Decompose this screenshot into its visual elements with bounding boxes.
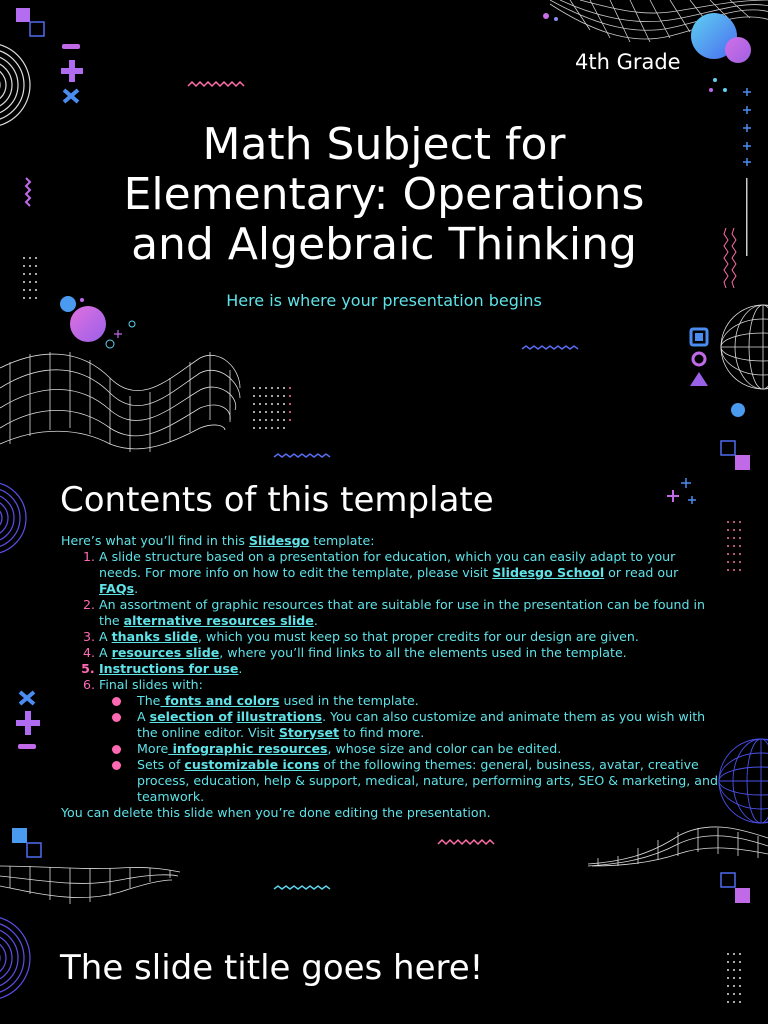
wireframe-wave-icon bbox=[0, 862, 180, 910]
dots-cluster-icon bbox=[705, 76, 735, 96]
customizable-icons-link[interactable]: customizable icons bbox=[184, 757, 320, 772]
illustrations-link[interactable]: illustrations bbox=[236, 709, 323, 724]
gradient-squares-icon bbox=[14, 6, 48, 40]
item-text: . bbox=[238, 661, 243, 676]
page-title bbox=[84, 120, 684, 270]
dots-cluster-icon bbox=[540, 10, 564, 24]
list-item bbox=[99, 677, 721, 805]
item-text: of the following themes: general, business, avatar, creative process, education, help & support, medical, nature, performing arts, SEO & marketing, and teamwork. bbox=[137, 757, 718, 804]
title-line: and Algebraic Thinking bbox=[131, 219, 637, 270]
concentric-circles-icon bbox=[0, 478, 50, 568]
item-text: A slide structure based on a presentation for education, which you can easily adapt to your needs. For more info on how to edit the template, please visit bbox=[99, 549, 676, 580]
gradient-squares-icon bbox=[720, 440, 752, 472]
list-item bbox=[99, 549, 721, 597]
thanks-slide-link[interactable]: thanks slide bbox=[111, 629, 199, 644]
math-symbols-icon bbox=[58, 42, 86, 106]
wireframe-sphere-icon bbox=[718, 302, 768, 392]
grade-label: 4th Grade bbox=[575, 50, 681, 74]
item-text: . bbox=[134, 581, 139, 596]
item-text: , where you’ll find links to all the elements used in the template. bbox=[219, 645, 627, 660]
item-text: , which you must keep so that proper credits for our design are given. bbox=[198, 629, 639, 644]
slide-title: The slide title goes here! bbox=[60, 948, 484, 988]
shapes-column-icon bbox=[688, 326, 712, 390]
intro-paragraph bbox=[61, 533, 721, 549]
gradient-squares-icon bbox=[10, 826, 44, 860]
outro-paragraph: You can delete this slide when you’re done editing the presentation. bbox=[61, 805, 491, 820]
plus-cluster-icon bbox=[664, 476, 698, 510]
item-text: , whose size and color can be edited. bbox=[327, 741, 562, 756]
list-item bbox=[99, 645, 721, 661]
item-text: used in the template. bbox=[279, 693, 419, 708]
plus-column-icon bbox=[740, 86, 754, 166]
sub-list-item bbox=[137, 757, 721, 805]
alternative-resources-link[interactable]: alternative resources slide bbox=[123, 613, 314, 628]
intro-text: Here’s what you’ll find in this bbox=[61, 533, 249, 548]
vertical-line-icon bbox=[746, 178, 748, 256]
contents-list bbox=[61, 549, 721, 805]
selection-of-link[interactable]: selection of bbox=[149, 709, 233, 724]
title-line: Elementary: Operations bbox=[123, 169, 645, 220]
dot-grid-icon bbox=[726, 520, 742, 574]
item-text: A bbox=[137, 709, 150, 724]
slidesgo-link[interactable]: Slidesgo bbox=[248, 533, 310, 548]
vertical-wave-icon bbox=[722, 228, 740, 288]
dot-grid-icon bbox=[726, 952, 742, 1006]
faqs-link[interactable]: FAQs bbox=[99, 581, 135, 596]
item-text: A bbox=[99, 645, 112, 660]
zigzag-line-icon bbox=[274, 452, 332, 460]
sub-list bbox=[99, 693, 721, 805]
contents-body bbox=[61, 533, 721, 821]
concentric-circles-icon bbox=[0, 40, 50, 130]
resources-slide-link[interactable]: resources slide bbox=[111, 645, 220, 660]
slidesgo-school-link[interactable]: Slidesgo School bbox=[492, 565, 605, 580]
page-subtitle: Here is where your presentation begins bbox=[226, 291, 542, 310]
wireframe-wave-icon bbox=[0, 348, 245, 458]
sub-list-item bbox=[137, 693, 721, 709]
item-text: . You can also customize and animate them as you wish with the online editor. Visit bbox=[137, 709, 706, 740]
item-text: to find more. bbox=[339, 725, 425, 740]
list-item bbox=[99, 629, 721, 645]
storyset-link[interactable]: Storyset bbox=[278, 725, 340, 740]
contents-heading: Contents of this template bbox=[60, 480, 494, 520]
fonts-colors-link[interactable]: fonts and colors bbox=[160, 693, 280, 708]
zigzag-line-icon bbox=[438, 838, 496, 848]
zigzag-line-icon bbox=[522, 344, 580, 352]
zigzag-line-icon bbox=[188, 80, 246, 90]
vertical-zigzag-icon bbox=[24, 178, 32, 208]
item-text: . bbox=[313, 613, 318, 628]
sub-list-item bbox=[137, 741, 721, 757]
wireframe-sphere-icon bbox=[716, 736, 768, 826]
instructions-link[interactable]: Instructions for use bbox=[99, 661, 239, 676]
title-line: Math Subject for bbox=[202, 119, 566, 170]
infographic-resources-link[interactable]: infographic resources bbox=[168, 741, 328, 756]
item-text: or read our bbox=[604, 565, 679, 580]
gradient-bubbles-icon bbox=[688, 10, 758, 70]
dot-grid-icon bbox=[252, 386, 294, 430]
item-text: Final slides with: bbox=[99, 677, 203, 692]
item-text: A bbox=[99, 629, 112, 644]
intro-text: template: bbox=[309, 533, 375, 548]
wireframe-wave-icon bbox=[588, 822, 768, 870]
item-text: The bbox=[137, 693, 161, 708]
math-symbols-icon bbox=[14, 690, 42, 754]
zigzag-line-icon bbox=[274, 884, 332, 892]
sub-list-item bbox=[137, 709, 721, 741]
item-text: An assortment of graphic resources that are suitable for use in the presentation can be found in the bbox=[99, 597, 705, 628]
item-text: Sets of bbox=[137, 757, 185, 772]
list-item bbox=[99, 661, 721, 677]
gradient-squares-icon bbox=[720, 872, 752, 906]
concentric-circles-icon bbox=[0, 908, 50, 1008]
blue-dot-icon bbox=[730, 402, 746, 418]
item-text: More bbox=[137, 741, 169, 756]
list-item bbox=[99, 597, 721, 629]
